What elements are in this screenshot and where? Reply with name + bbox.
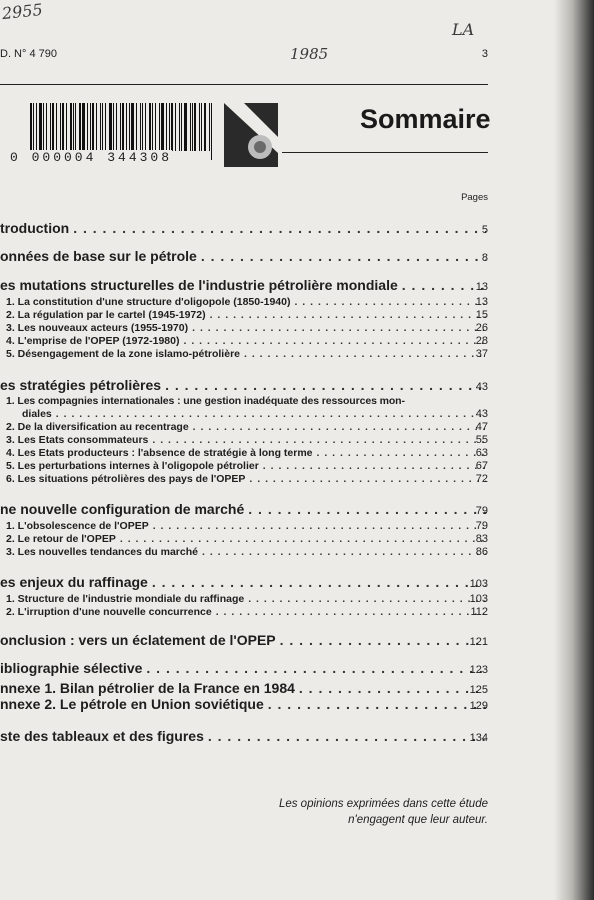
barcode-bar bbox=[60, 103, 61, 151]
toc-page: 121 bbox=[469, 636, 488, 648]
toc-entry-configuration[interactable] bbox=[0, 501, 490, 517]
toc-subentry[interactable] bbox=[6, 322, 490, 334]
barcode-bar bbox=[90, 103, 91, 151]
dot-leader bbox=[192, 322, 486, 334]
toc-subentry-label: 4. Les Etats producteurs : l'absence de stratégie à long terme bbox=[6, 447, 313, 459]
toc-page: 13 bbox=[475, 281, 488, 293]
toc-entry-annexe-1[interactable] bbox=[0, 680, 490, 696]
toc-subentry-label: 2. De la diversification au recentrage bbox=[6, 421, 189, 433]
dot-leader bbox=[317, 447, 486, 459]
title-rule bbox=[282, 152, 488, 153]
barcode-bar bbox=[166, 103, 167, 151]
dot-leader bbox=[146, 660, 486, 676]
barcode-bar bbox=[113, 103, 115, 151]
barcode-bar bbox=[66, 103, 67, 151]
toc-entry-annexe-2[interactable] bbox=[0, 696, 490, 712]
barcode-bar bbox=[175, 103, 176, 151]
toc-entry-strategies[interactable] bbox=[0, 377, 490, 393]
barcode-bar bbox=[52, 103, 54, 151]
toc-page: 79 bbox=[475, 520, 488, 532]
toc-subentry[interactable] bbox=[6, 533, 490, 545]
barcode-bar bbox=[116, 103, 117, 151]
barcode-bar bbox=[87, 103, 88, 151]
toc-subentry[interactable] bbox=[22, 408, 490, 420]
toc-subentry[interactable] bbox=[6, 421, 490, 433]
toc-subentry[interactable] bbox=[6, 309, 490, 321]
toc-entry-donnees[interactable] bbox=[0, 248, 490, 264]
toc-page: 112 bbox=[470, 606, 488, 618]
toc-entry-label: onnées de base sur le pétrole bbox=[0, 248, 197, 264]
barcode-bar bbox=[194, 103, 196, 151]
barcode-bar bbox=[39, 103, 42, 151]
toc-subentry-label: 1. La constitution d'une structure d'oligopole (1850-1940) bbox=[6, 296, 291, 308]
pages-column-label: Pages bbox=[461, 192, 488, 203]
toc-page: 43 bbox=[475, 381, 488, 393]
toc-subentry[interactable] bbox=[6, 335, 490, 347]
barcode-bar bbox=[33, 103, 34, 151]
toc-entry-label: onclusion : vers un éclatement de l'OPEP bbox=[0, 632, 276, 648]
toc-page: 83 bbox=[475, 533, 488, 545]
dot-leader bbox=[165, 377, 486, 393]
toc-subentry-label: 3. Les nouvelles tendances du marché bbox=[6, 546, 198, 558]
toc-page: 67 bbox=[475, 460, 488, 472]
page-number: 3 bbox=[481, 48, 488, 60]
toc-subentry[interactable] bbox=[6, 348, 490, 360]
barcode-bar bbox=[179, 103, 181, 151]
toc-subentry[interactable] bbox=[6, 546, 490, 558]
toc-page: 13 bbox=[475, 296, 488, 308]
toc-subentry[interactable] bbox=[6, 606, 490, 618]
barcode-bar bbox=[129, 103, 130, 151]
toc-subentry[interactable] bbox=[6, 460, 490, 472]
barcode-bar bbox=[136, 103, 137, 151]
barcode-bar bbox=[155, 103, 156, 151]
barcode-bar bbox=[184, 103, 187, 151]
toc-entry-label: ne nouvelle configuration de marché bbox=[0, 501, 245, 517]
dot-leader bbox=[73, 220, 486, 236]
toc-page: 86 bbox=[475, 546, 488, 558]
toc-page: 63 bbox=[475, 447, 488, 459]
handwritten-note-left: 2955 bbox=[1, 0, 44, 24]
dot-leader bbox=[152, 434, 486, 446]
dot-leader bbox=[244, 348, 486, 360]
dot-leader bbox=[249, 473, 486, 485]
barcode-bar bbox=[190, 103, 191, 151]
toc-page: 72 bbox=[475, 473, 488, 485]
handwritten-note-right: LA bbox=[452, 20, 475, 39]
dot-leader bbox=[280, 632, 486, 648]
dot-leader bbox=[299, 680, 486, 696]
toc-subentry-label: diales bbox=[22, 408, 52, 420]
barcode-bar bbox=[96, 103, 97, 151]
barcode-bar bbox=[105, 103, 106, 151]
toc-entry-label: ibliographie sélective bbox=[0, 660, 143, 676]
toc-subentry-label: 5. Les perturbations internes à l'oligopole pétrolier bbox=[6, 460, 259, 472]
barcode-bar bbox=[46, 103, 47, 151]
toc-subentry-label: 3. Les nouveaux acteurs (1955-1970) bbox=[6, 322, 189, 334]
dot-leader bbox=[120, 533, 486, 545]
toc-entry-liste[interactable] bbox=[0, 728, 490, 744]
barcode-bar bbox=[70, 103, 72, 151]
toc-subentry-label: 2. La régulation par le cartel (1945-1972) bbox=[6, 309, 206, 321]
document-number: D. N° 4 790 bbox=[0, 48, 57, 60]
toc-entry-conclusion[interactable] bbox=[0, 632, 490, 648]
toc-entry-mutations[interactable] bbox=[0, 277, 490, 293]
dot-leader bbox=[153, 520, 486, 532]
dot-leader bbox=[216, 606, 486, 618]
handwritten-year: 1985 bbox=[290, 45, 329, 63]
barcode-bar bbox=[169, 103, 170, 151]
dot-leader bbox=[268, 696, 486, 712]
barcode-bar bbox=[142, 103, 143, 151]
barcode-bar bbox=[149, 103, 151, 151]
toc-entry-raffinage[interactable] bbox=[0, 574, 490, 590]
barcode-bar bbox=[171, 103, 173, 151]
toc-entry-label: es enjeux du raffinage bbox=[0, 574, 148, 590]
dot-leader bbox=[201, 248, 486, 264]
toc-subentry-label: 5. Désengagement de la zone islamo-pétrolière bbox=[6, 348, 240, 360]
toc-entry-bibliographie[interactable] bbox=[0, 660, 490, 676]
page-edge-shadow bbox=[554, 0, 594, 900]
barcode-bar bbox=[75, 103, 76, 151]
dot-leader bbox=[294, 296, 486, 308]
dot-leader bbox=[56, 408, 486, 420]
toc-subentry-label: 1. Structure de l'industrie mondiale du raffinage bbox=[6, 593, 245, 605]
barcode-bar bbox=[126, 103, 127, 151]
toc-subentry-label[interactable]: 1. Les compagnies internationales : une gestion inadéquate des ressources mon- bbox=[6, 395, 405, 407]
toc-page: 5 bbox=[481, 224, 488, 236]
toc-entry-label: nnexe 1. Bilan pétrolier de la France en 1984 bbox=[0, 680, 295, 696]
barcode-bar bbox=[92, 103, 94, 151]
publisher-logo bbox=[224, 103, 278, 167]
barcode bbox=[30, 103, 214, 151]
toc-subentry-label: 3. Les Etats consommateurs bbox=[6, 434, 149, 446]
toc-page: 103 bbox=[469, 578, 488, 590]
barcode-bar bbox=[161, 103, 164, 151]
barcode-bar bbox=[209, 103, 211, 151]
toc-subentry-label: 2. Le retour de l'OPEP bbox=[6, 533, 116, 545]
barcode-bar bbox=[36, 103, 37, 151]
toc-page: 37 bbox=[475, 348, 488, 360]
barcode-bar bbox=[181, 103, 182, 151]
dot-leader bbox=[183, 335, 486, 347]
barcode-bar bbox=[159, 103, 160, 151]
toc-page: 28 bbox=[475, 335, 488, 347]
barcode-bar bbox=[131, 103, 134, 151]
barcode-bar bbox=[140, 103, 142, 151]
header-rule bbox=[0, 84, 488, 85]
barcode-bar bbox=[100, 103, 101, 151]
dot-leader bbox=[248, 593, 486, 605]
toc-subentry[interactable] bbox=[6, 593, 490, 605]
toc-entry-label: es stratégies pétrolières bbox=[0, 377, 162, 393]
toc-subentry-label: 4. L'emprise de l'OPEP (1972-1980) bbox=[6, 335, 180, 347]
dot-leader bbox=[152, 574, 486, 590]
toc-subentry[interactable] bbox=[6, 434, 490, 446]
barcode-bar bbox=[201, 103, 202, 151]
toc-page: 8 bbox=[481, 252, 488, 264]
barcode-bar bbox=[82, 103, 85, 151]
toc-page: 43 bbox=[475, 408, 488, 420]
barcode-bar bbox=[211, 103, 212, 160]
toc-entry-label: ste des tableaux et des figures bbox=[0, 728, 204, 744]
dot-leader bbox=[210, 309, 486, 321]
page-title: Sommaire bbox=[360, 104, 491, 134]
toc-page: 123 bbox=[469, 664, 488, 676]
barcode-bar bbox=[204, 103, 206, 151]
barcode-bar bbox=[199, 103, 200, 151]
dot-leader bbox=[248, 501, 486, 517]
toc-subentry[interactable] bbox=[6, 447, 490, 459]
toc-page: 103 bbox=[469, 593, 488, 605]
toc-page: 47 bbox=[475, 421, 488, 433]
toc-subentry[interactable] bbox=[6, 473, 490, 485]
barcode-bar bbox=[50, 103, 52, 151]
dot-leader bbox=[193, 421, 486, 433]
toc-subentry[interactable] bbox=[6, 520, 490, 532]
toc-entry-introduction[interactable] bbox=[0, 220, 490, 236]
barcode-bar bbox=[62, 103, 65, 151]
toc-subentry[interactable] bbox=[6, 296, 490, 308]
dot-leader bbox=[202, 546, 486, 558]
barcode-digits: 0 000004 344308 bbox=[10, 150, 173, 165]
toc-subentry-label: 6. Les situations pétrolières des pays de l'OPEP bbox=[6, 473, 246, 485]
disclaimer-line-2: n'engagent que leur auteur. bbox=[348, 814, 488, 826]
barcode-bar bbox=[192, 103, 193, 151]
barcode-bar bbox=[79, 103, 81, 151]
toc-entry-label: nnexe 2. Le pétrole en Union soviétique bbox=[0, 696, 264, 712]
toc-subentry-label: 2. L'irruption d'une nouvelle concurrence bbox=[6, 606, 212, 618]
barcode-bar bbox=[73, 103, 74, 151]
barcode-bar bbox=[109, 103, 112, 151]
barcode-bar bbox=[56, 103, 57, 151]
barcode-bar bbox=[102, 103, 104, 151]
toc-entry-label: es mutations structurelles de l'industrie pétrolière mondiale bbox=[0, 277, 398, 293]
barcode-bar bbox=[145, 103, 146, 151]
toc-page: 79 bbox=[475, 505, 488, 517]
toc-page: 125 bbox=[469, 684, 488, 696]
toc-page: 15 bbox=[475, 309, 488, 321]
toc-entry-label: troduction bbox=[0, 220, 70, 236]
barcode-bar bbox=[152, 103, 154, 151]
barcode-bar bbox=[122, 103, 124, 151]
toc-page: 134 bbox=[469, 732, 488, 744]
dot-leader bbox=[263, 460, 486, 472]
toc-page: 55 bbox=[475, 434, 488, 446]
disclaimer-line-1: Les opinions exprimées dans cette étude bbox=[278, 798, 488, 810]
dot-leader bbox=[208, 728, 486, 744]
barcode-bar bbox=[43, 103, 44, 151]
toc-subentry-label: 1. L'obsolescence de l'OPEP bbox=[6, 520, 149, 532]
toc-page: 26 bbox=[475, 322, 488, 334]
toc-page: 129 bbox=[469, 700, 488, 712]
